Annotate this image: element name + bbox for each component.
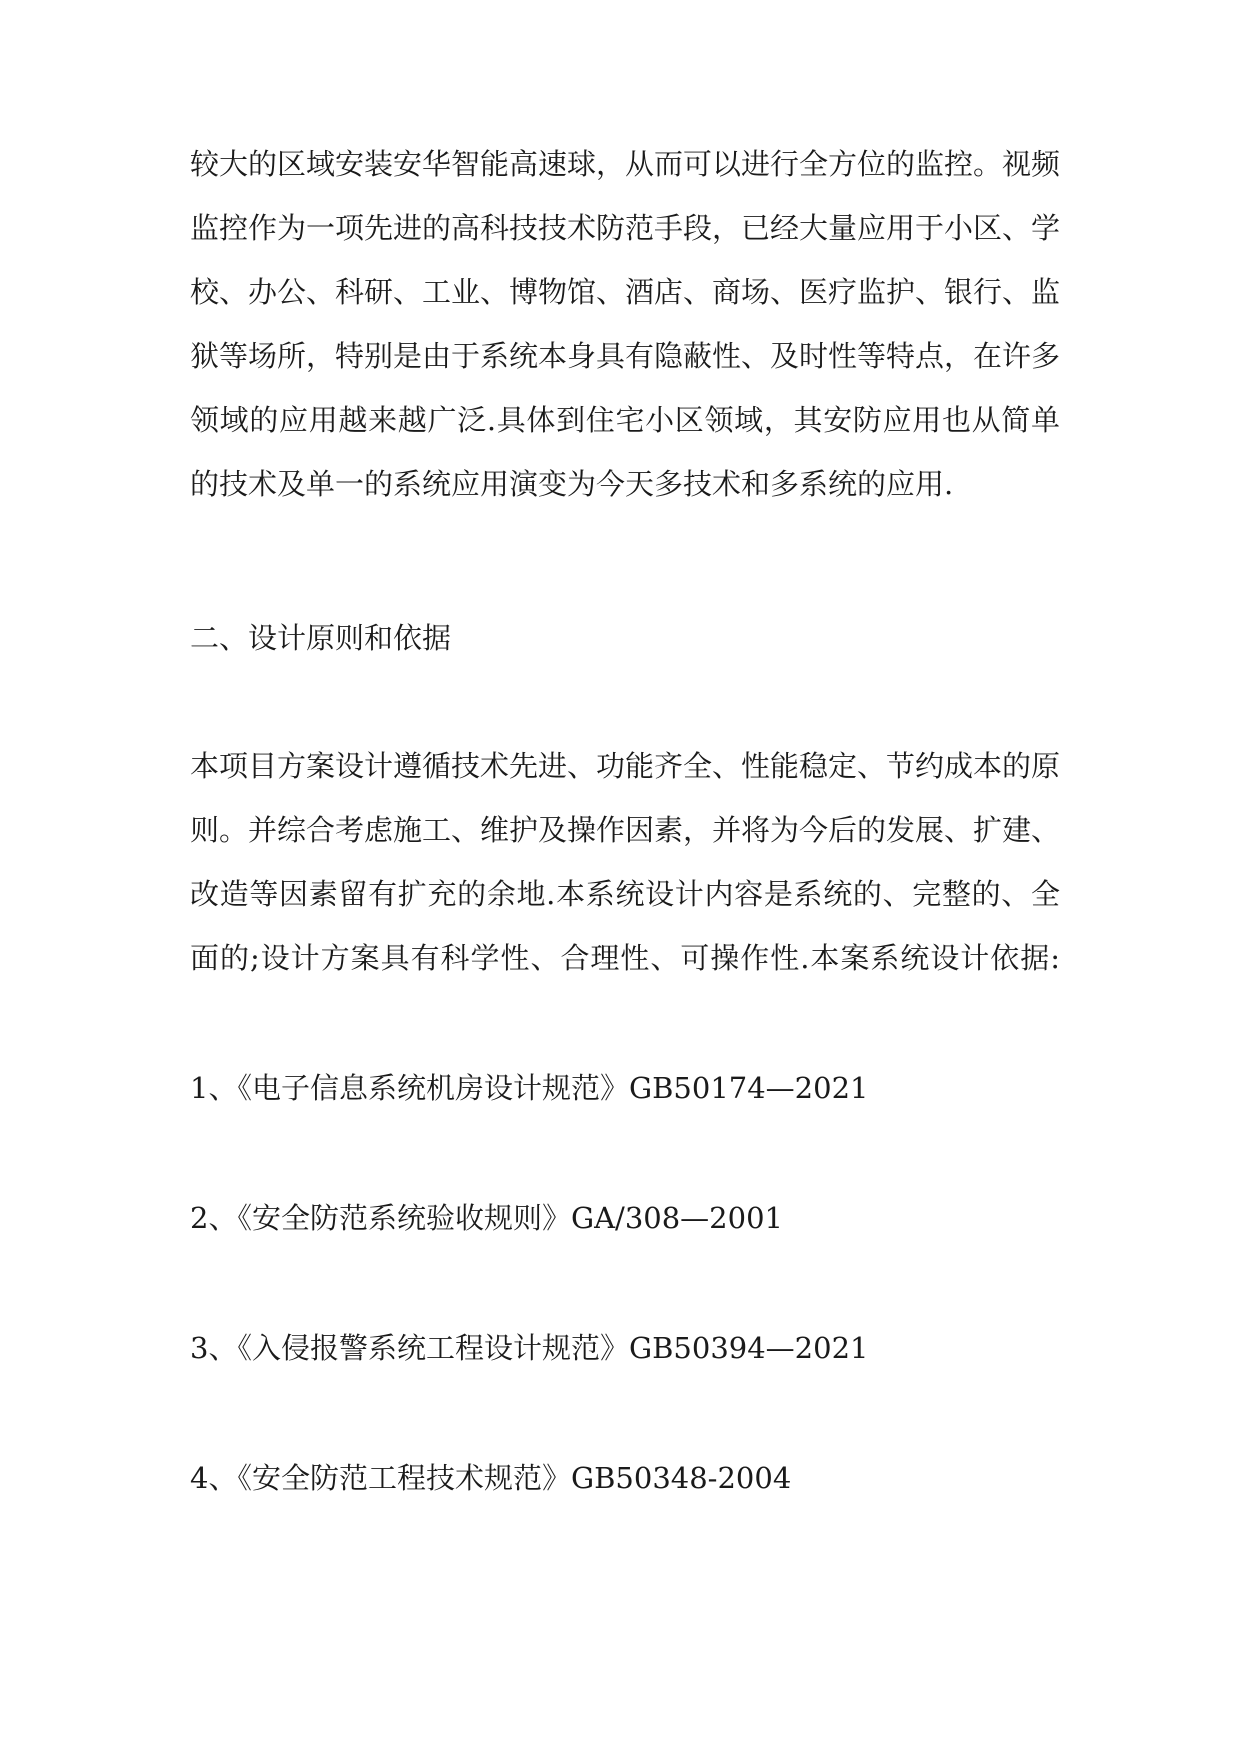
intro-paragraph [190,132,1060,516]
paragraph-line: 的技术及单一的系统应用演变为今天多技术和多系统的应用. [190,467,954,501]
reference-item: 4、《安全防范工程技术规范》GB50348-2004 [190,1461,792,1495]
reference-item: 3、《入侵报警系统工程设计规范》GB50394—2021 [190,1331,869,1365]
paragraph-line: 领域的应用越来越广泛.具体到住宅小区领域，其安防应用也从简单 [190,403,1060,437]
paragraph-line: 狱等场所，特别是由于系统本身具有隐蔽性、及时性等特点，在许多 [190,339,1061,373]
principles-paragraph [190,734,1060,990]
reference-item: 1、《电子信息系统机房设计规范》GB50174—2021 [190,1071,869,1105]
paragraph-line: 监控作为一项先进的高科技技术防范手段，已经大量应用于小区、学 [190,211,1061,245]
paragraph-line: 本项目方案设计遵循技术先进、功能齐全、性能稳定、节约成本的原 [190,749,1061,783]
paragraph-line: 校、办公、科研、工业、博物馆、酒店、商场、医疗监护、银行、监 [190,275,1061,309]
paragraph-line: 较大的区域安装安华智能高速球，从而可以进行全方位的监控。视频 [190,147,1061,181]
paragraph-line: 面的;设计方案具有科学性、合理性、可操作性.本案系统设计依据: [190,941,1060,975]
reference-item: 2、《安全防范系统验收规则》GA/308—2001 [190,1201,783,1235]
section-heading: 二、设计原则和依据 [190,621,452,655]
paragraph-line: 则。并综合考虑施工、维护及操作因素，并将为今后的发展、扩建、 [190,813,1061,847]
paragraph-line: 改造等因素留有扩充的余地.本系统设计内容是系统的、完整的、全 [190,877,1060,911]
